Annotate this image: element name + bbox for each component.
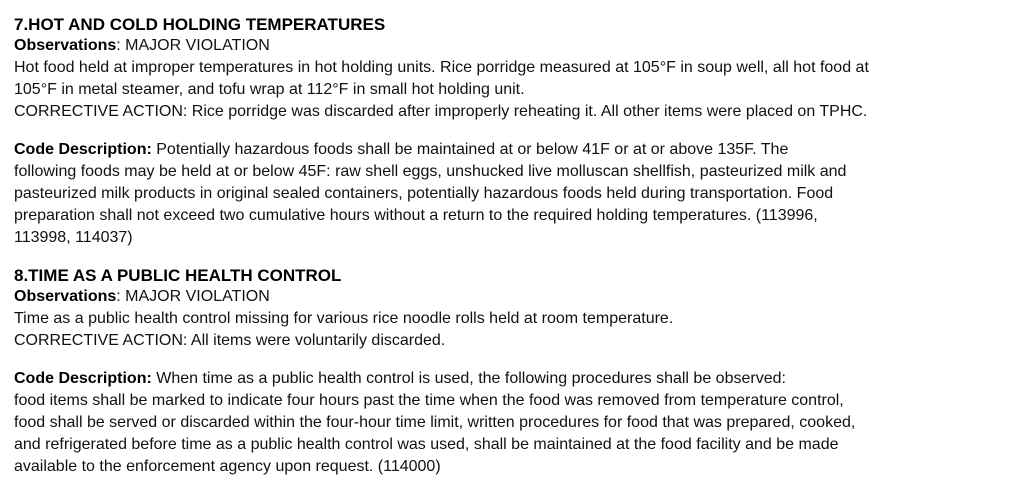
corrective-action-text: CORRECTIVE ACTION: All items were voluntarily discarded. — [14, 332, 446, 349]
code-description — [14, 139, 1016, 249]
code-description-text: When time as a public health control is used, the following procedures shall be observed: — [151, 370, 786, 387]
spacer — [14, 123, 1016, 139]
observations-label: Observations — [14, 37, 117, 54]
section-title: 7.HOT AND COLD HOLDING TEMPERATURES — [14, 15, 386, 34]
code-description-text: available to the enforcement agency upon request. (114000) — [14, 458, 441, 475]
code-description-text: food items shall be marked to indicate four hours past the time when the food was removed from temperature control, — [14, 392, 844, 409]
code-description-text: Potentially hazardous foods shall be maintained at or below 41F or at or above 135F. The — [151, 141, 789, 158]
observation-text: Hot food held at improper temperatures in hot holding units. Rice porridge measured at 105°F in soup well, all hot food at — [14, 59, 869, 76]
code-description-text: following foods may be held at or below 45F: raw shell eggs, unshucked live molluscan shellfish, pasteurized milk and — [14, 163, 847, 180]
code-description-text: food shall be served or discarded within the four-hour time limit, written procedures for food that was prepared, cooked, — [14, 414, 856, 431]
code-description-text: pasteurized milk products in original sealed containers, potentially hazardous foods held during transportation. Food — [14, 185, 834, 202]
code-description — [14, 368, 1016, 478]
code-description-text: and refrigerated before time as a public health control was used, shall be maintained at the food facility and be made — [14, 436, 839, 453]
section-title: 8.TIME AS A PUBLIC HEALTH CONTROL — [14, 266, 342, 285]
code-description-text: 113998, 114037) — [14, 229, 133, 246]
code-description-label: Code Description: — [14, 141, 152, 158]
corrective-action-text: CORRECTIVE ACTION: Rice porridge was discarded after improperly reheating it. All other items were placed on TPHC. — [14, 103, 868, 120]
observations-line — [14, 286, 1016, 308]
spacer — [14, 352, 1016, 368]
violation-section-7 — [14, 14, 1016, 249]
observations-label: Observations — [14, 288, 117, 305]
violation-section-8 — [14, 265, 1016, 478]
observation-text: 105°F in metal steamer, and tofu wrap at 112°F in small hot holding unit. — [14, 81, 525, 98]
observation-text: Time as a public health control missing for various rice noodle rolls held at room temperature. — [14, 310, 674, 327]
code-description-text: preparation shall not exceed two cumulative hours without a return to the required holding temperatures. (113996, — [14, 207, 818, 224]
code-description-label: Code Description: — [14, 370, 152, 387]
observations-value: : MAJOR VIOLATION — [116, 37, 270, 54]
observations-line — [14, 35, 1016, 57]
observations-value: : MAJOR VIOLATION — [116, 288, 270, 305]
